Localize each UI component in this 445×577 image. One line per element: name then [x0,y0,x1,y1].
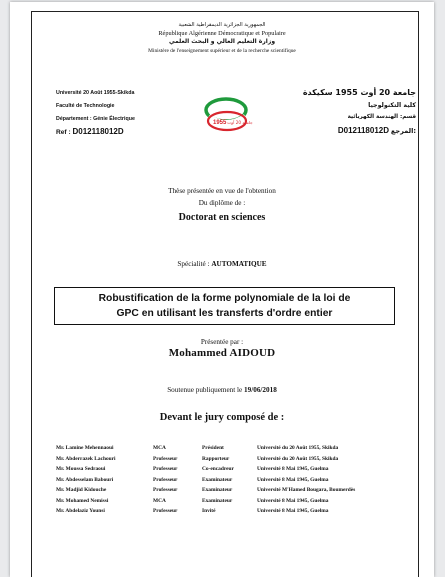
defended-date: 19/06/2018 [244,386,277,394]
left-faculty: Faculté de Technologie [56,103,115,109]
jury-university: Université 8 Mai 1945, Guelma [257,497,329,504]
right-ref [338,126,416,135]
specialty-line [10,260,434,268]
degree-title: Doctorat en sciences [178,212,266,223]
jury-role: Examinateur [202,487,233,493]
thesis-title-box [54,287,395,325]
diploma-label: Du diplôme de : [198,199,246,207]
header-arabic-ministry: وزارة التعليم العالي و البحث العلمي [168,38,276,45]
left-ref-value: D012118012D [72,127,124,136]
thesis-title-line1: Robustification de la forme polynomiale de la loi de [98,293,351,304]
jury-university: Université M'Hamed Bougara, Boumerdès [257,487,356,493]
jury-university: Université 8 Mai 1945, Guelma [257,508,329,514]
jury-university: Université 8 Mai 1945, Guelma [257,476,329,483]
jury-name: Mr. Abderrazek Lachouri [56,455,116,462]
jury-grade: Professeur [153,487,178,493]
left-university: Université 20 Août 1955-Skikda [56,90,135,96]
specialty-value: AUTOMATIQUE [211,260,267,268]
right-faculty: كلية التكنولوجيا [368,102,416,109]
left-ref [56,127,124,136]
presented-by: Présentée par : [200,338,244,346]
right-university: جامعة 20 أوت 1955 سكيكدة [302,88,416,97]
jury-university: Université du 20 Août 1955, Skikda [257,455,339,462]
jury-grade: Professeur [153,476,178,483]
jury-university: Université du 20 Août 1955, Skikda [257,445,339,451]
jury-title: Devant le jury composé de : [159,412,285,423]
jury-university: Université 8 Mai 1945, Guelma [257,466,329,472]
jury-name: Mr. Abdesselam Babouri [56,476,114,483]
jury-role: Examinateur [202,476,233,483]
jury-grade: MCA [153,445,166,451]
specialty-label: Spécialité : [177,260,212,268]
defended-label: Soutenue publiquement le [167,386,245,394]
document-page [10,2,434,577]
jury-name: Mr. Lamine Mehennaoui [56,445,114,451]
jury-name: Mr. Mohamed Nemissi [56,497,109,504]
jury-grade: Professeur [153,455,178,462]
jury-grade: Professeur [153,508,178,514]
header-ministry: Ministère de l'enseignement supérieur et de la recherche scientifique [148,48,296,54]
thesis-title-line2: GPC en utilisant les transferts d'ordre entier [116,308,333,319]
header-arabic-republic: الجمهورية الجزائرية الديمقراطية الشعبية [178,22,266,28]
jury-role: Président [202,445,224,451]
left-ref-label: Ref : [56,129,73,136]
logo-year: 1955 [213,120,227,126]
right-ref-value: D012118012D [337,126,389,135]
left-department: Département : Génie Électrique [56,116,135,122]
defended-line [10,386,434,394]
jury-role: Co-encadreur [202,466,234,472]
jury-role: Invité [202,508,216,514]
presented-for: Thèse présentée en vue de l'obtention [168,187,276,195]
header-republic: République Algérienne Démocratique et Populaire [158,30,286,37]
jury-grade: MCA [153,497,166,504]
university-logo [200,90,254,142]
jury-name: Mr. Madjid Kidouche [56,487,107,493]
jury-grade: Professeur [153,466,178,472]
jury-name: Mr. Moussa Sedraoui [56,466,106,472]
jury-name: Mr. Abdelaziz Younsi [56,508,105,514]
jury-role: Rapporteur [202,455,230,462]
right-department: قسم: الهندسة الكهربائية [347,114,416,120]
author-name: Mohammed AIDOUD [168,347,276,359]
right-ref-label: المرجع: [390,127,416,135]
jury-role: Examinateur [202,497,233,504]
logo-arabic-text: جامعة 20 أوت [227,120,253,125]
